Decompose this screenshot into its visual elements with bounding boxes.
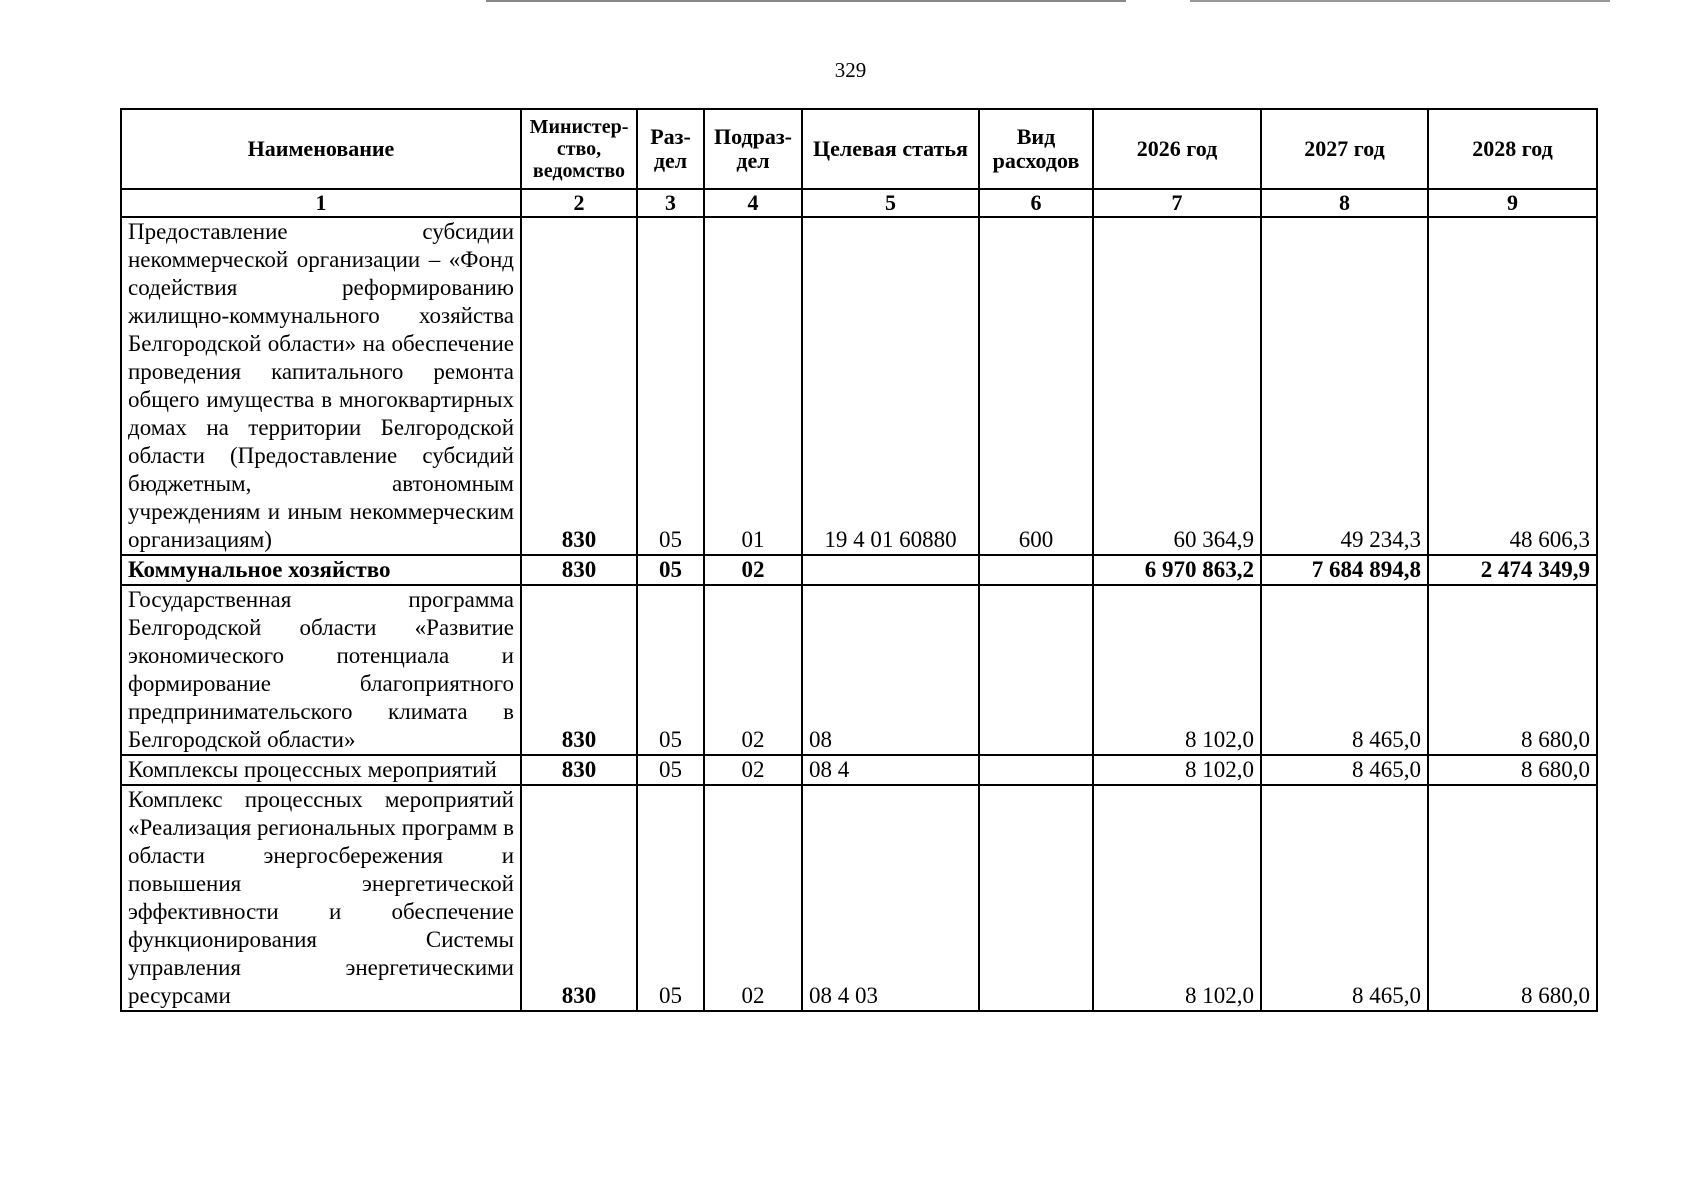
row-2028: 48 606,3	[1428, 217, 1597, 555]
column-number: 8	[1261, 189, 1428, 217]
row-2027: 8 465,0	[1261, 755, 1428, 785]
row-2028: 8 680,0	[1428, 755, 1597, 785]
table-row	[121, 755, 1597, 785]
row-2027: 49 234,3	[1261, 217, 1428, 555]
row-subsection: 01	[704, 217, 802, 555]
row-target	[802, 555, 979, 585]
row-expense-type	[979, 555, 1093, 585]
header-2028: 2028 год	[1428, 109, 1597, 189]
column-number: 7	[1093, 189, 1261, 217]
row-section: 05	[637, 217, 704, 555]
row-2027: 7 684 894,8	[1261, 555, 1428, 585]
row-name: Комплексы процессных мероприятий	[121, 755, 521, 785]
column-number-row	[121, 189, 1597, 217]
budget-table	[120, 108, 1598, 1012]
row-2026: 8 102,0	[1093, 755, 1261, 785]
row-2026: 60 364,9	[1093, 217, 1261, 555]
table-row	[121, 555, 1597, 585]
row-name: Предоставление субсидии некоммерческой организации – «Фонд содействия реформированию жилищно-коммунального хозяйства Белгородской области» на обеспечение проведения капитального ремонта общего имущества в многоквартирных домах на территории Белгородской области (Предоставление субсидий бюджетным, автономным учреждениям и иным некоммерческим организациям)	[121, 217, 521, 555]
row-ministry: 830	[521, 217, 637, 555]
row-subsection: 02	[704, 785, 802, 1011]
row-2026: 8 102,0	[1093, 585, 1261, 755]
row-2027: 8 465,0	[1261, 785, 1428, 1011]
column-number: 5	[802, 189, 979, 217]
row-target: 08	[802, 585, 979, 755]
scan-edge-mark	[1190, 0, 1610, 2]
column-number: 3	[637, 189, 704, 217]
header-target: Целевая статья	[802, 109, 979, 189]
row-target: 08 4 03	[802, 785, 979, 1011]
column-number: 6	[979, 189, 1093, 217]
column-number: 9	[1428, 189, 1597, 217]
row-section: 05	[637, 785, 704, 1011]
table-row	[121, 217, 1597, 555]
row-ministry: 830	[521, 785, 637, 1011]
table-row	[121, 785, 1597, 1011]
table-row	[121, 585, 1597, 755]
header-row	[121, 109, 1597, 189]
row-ministry: 830	[521, 555, 637, 585]
header-2026: 2026 год	[1093, 109, 1261, 189]
row-expense-type	[979, 785, 1093, 1011]
row-subsection: 02	[704, 755, 802, 785]
header-subsection: Подраз-дел	[704, 109, 802, 189]
row-2026: 8 102,0	[1093, 785, 1261, 1011]
row-expense-type	[979, 755, 1093, 785]
header-2027: 2027 год	[1261, 109, 1428, 189]
header-expense-type: Вид расходов	[979, 109, 1093, 189]
column-number: 1	[121, 189, 521, 217]
row-subsection: 02	[704, 555, 802, 585]
row-name: Коммунальное хозяйство	[121, 555, 521, 585]
row-2028: 8 680,0	[1428, 785, 1597, 1011]
header-section: Раз-дел	[637, 109, 704, 189]
row-ministry: 830	[521, 755, 637, 785]
row-section: 05	[637, 555, 704, 585]
row-target: 19 4 01 60880	[802, 217, 979, 555]
row-name: Государственная программа Белгородской области «Развитие экономического потенциала и формирование благоприятного предпринимательского климата в Белгородской области»	[121, 585, 521, 755]
page-number: 329	[834, 58, 867, 82]
row-name: Комплекс процессных мероприятий «Реализация региональных программ в области энергосбережения и повышения энергетической эффективности и обеспечение функционирования Системы управления энергетическими ресурсами	[121, 785, 521, 1011]
header-name: Наименование	[121, 109, 521, 189]
row-2028: 2 474 349,9	[1428, 555, 1597, 585]
row-expense-type: 600	[979, 217, 1093, 555]
row-expense-type	[979, 585, 1093, 755]
row-section: 05	[637, 585, 704, 755]
column-number: 4	[704, 189, 802, 217]
column-number: 2	[521, 189, 637, 217]
header-ministry: Министер-ство, ведомство	[521, 109, 637, 189]
scan-edge-mark	[486, 0, 1126, 2]
row-2028: 8 680,0	[1428, 585, 1597, 755]
row-subsection: 02	[704, 585, 802, 755]
row-section: 05	[637, 755, 704, 785]
row-2026: 6 970 863,2	[1093, 555, 1261, 585]
row-ministry: 830	[521, 585, 637, 755]
row-target: 08 4	[802, 755, 979, 785]
row-2027: 8 465,0	[1261, 585, 1428, 755]
